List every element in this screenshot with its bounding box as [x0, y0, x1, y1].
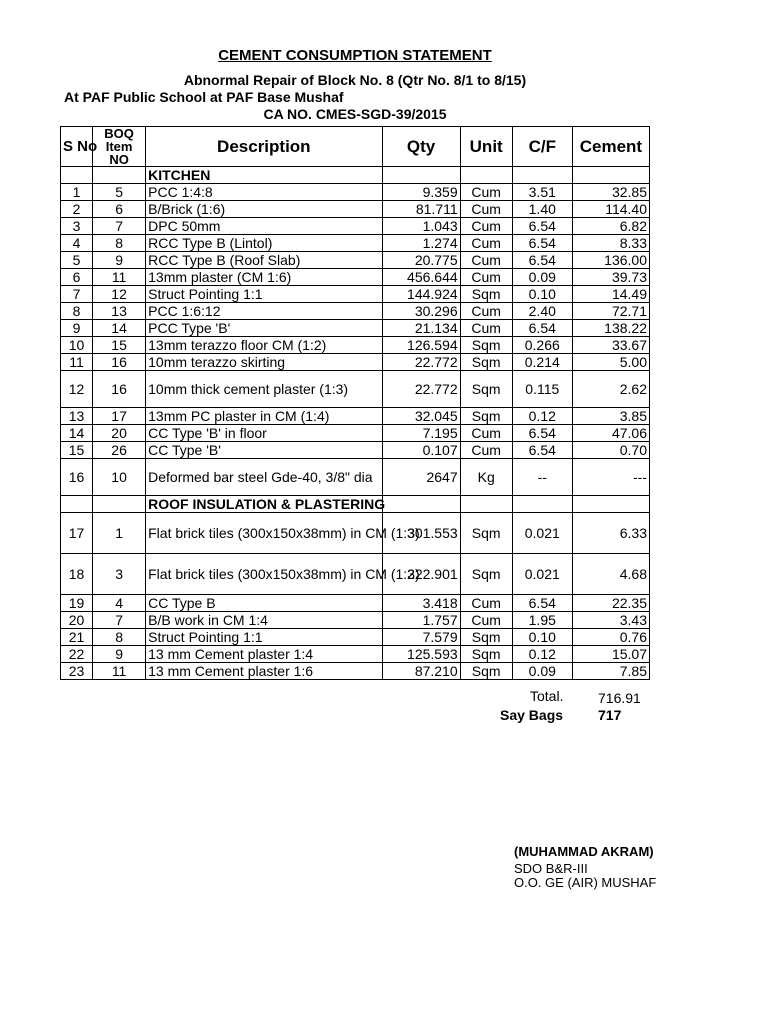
cell-description: Struct Pointing 1:1 [146, 629, 382, 646]
document-title: CEMENT CONSUMPTION STATEMENT [218, 47, 492, 64]
total-label: Total. [530, 688, 564, 704]
cell-cf: 6.54 [512, 252, 572, 269]
cell-description: 13 mm Cement plaster 1:4 [146, 646, 382, 663]
table-row [61, 513, 650, 554]
cell-description: CC Type 'B' [146, 442, 382, 459]
cell-cf: 0.10 [512, 286, 572, 303]
table-row [61, 371, 650, 408]
header-qty: Qty [382, 127, 460, 167]
cell-qty: 125.593 [382, 646, 460, 663]
cell-cf: 0.09 [512, 269, 572, 286]
cell-description: 13mm PC plaster in CM (1:4) [146, 408, 382, 425]
cell-unit: Sqm [460, 337, 512, 354]
cell-cf: 0.021 [512, 554, 572, 595]
cell-cf: 0.021 [512, 513, 572, 554]
cell-unit: Cum [460, 184, 512, 201]
section-row-kitchen [61, 167, 650, 184]
table-row [61, 595, 650, 612]
cell-cement: 114.40 [572, 201, 649, 218]
cell-unit: Cum [460, 425, 512, 442]
cell-qty: 7.579 [382, 629, 460, 646]
cell-qty: 144.924 [382, 286, 460, 303]
cell-cement: 39.73 [572, 269, 649, 286]
cell-boq: 14 [93, 320, 146, 337]
cell-boq: 15 [93, 337, 146, 354]
cell-cement: 33.67 [572, 337, 649, 354]
table-row [61, 320, 650, 337]
cell-cf: 6.54 [512, 218, 572, 235]
cell-cf: 0.214 [512, 354, 572, 371]
cell-cf: 0.09 [512, 663, 572, 680]
cell-description: PCC Type 'B' [146, 320, 382, 337]
cell-boq: 1 [93, 513, 146, 554]
cell-s-no: 3 [61, 218, 93, 235]
cell-boq: 9 [93, 252, 146, 269]
cell-s-no: 21 [61, 629, 93, 646]
cell-cement: 15.07 [572, 646, 649, 663]
cell-boq: 11 [93, 663, 146, 680]
cell-cf: 6.54 [512, 595, 572, 612]
table-row [61, 612, 650, 629]
cell-boq: 7 [93, 218, 146, 235]
cell-s-no: 17 [61, 513, 93, 554]
cell-cement: --- [572, 459, 649, 496]
table-row [61, 303, 650, 320]
cell-s-no: 2 [61, 201, 93, 218]
cell-description: 13mm terazzo floor CM (1:2) [146, 337, 382, 354]
cell-boq: 10 [93, 459, 146, 496]
table-row [61, 442, 650, 459]
header-unit: Unit [460, 127, 512, 167]
table-row [61, 337, 650, 354]
cell-boq: 4 [93, 595, 146, 612]
cell-description: 13mm plaster (CM 1:6) [146, 269, 382, 286]
cell-s-no: 8 [61, 303, 93, 320]
cell-description: CC Type 'B' in floor [146, 425, 382, 442]
cell-s-no: 15 [61, 442, 93, 459]
table-row [61, 252, 650, 269]
cell-qty: 7.195 [382, 425, 460, 442]
cell-description: PCC 1:6:12 [146, 303, 382, 320]
cell-description: CC Type B [146, 595, 382, 612]
table-row [61, 201, 650, 218]
cell-cement: 4.68 [572, 554, 649, 595]
cell-unit: Cum [460, 201, 512, 218]
cell-cf: 2.40 [512, 303, 572, 320]
cell-s-no: 4 [61, 235, 93, 252]
cell-unit: Sqm [460, 554, 512, 595]
cell-description: Deformed bar steel Gde-40, 3/8" dia [146, 459, 382, 496]
cell-cf: 0.12 [512, 646, 572, 663]
cell-unit: Cum [460, 303, 512, 320]
cell-cf: 3.51 [512, 184, 572, 201]
cell-description: Struct Pointing 1:1 [146, 286, 382, 303]
cell-s-no: 5 [61, 252, 93, 269]
cell-qty: 0.107 [382, 442, 460, 459]
cell-cf: 0.10 [512, 629, 572, 646]
cell-qty: 2647 [382, 459, 460, 496]
cell-cf: 0.115 [512, 371, 572, 408]
cell-unit: Cum [460, 218, 512, 235]
table-row [61, 408, 650, 425]
cell-qty: 9.359 [382, 184, 460, 201]
cell-cf: 1.95 [512, 612, 572, 629]
cell-description: 10mm thick cement plaster (1:3) [146, 371, 382, 408]
cell-boq: 12 [93, 286, 146, 303]
cell-qty: 126.594 [382, 337, 460, 354]
cell-cement: 3.43 [572, 612, 649, 629]
table-row [61, 554, 650, 595]
table-row [61, 629, 650, 646]
header-cement: Cement [572, 127, 649, 167]
cell-boq: 3 [93, 554, 146, 595]
cell-qty: 21.134 [382, 320, 460, 337]
cell-description: B/B work in CM 1:4 [146, 612, 382, 629]
cell-unit: Sqm [460, 371, 512, 408]
cell-unit: Kg [460, 459, 512, 496]
cell-s-no: 12 [61, 371, 93, 408]
cell-cement: 6.33 [572, 513, 649, 554]
cell-qty: 22.772 [382, 354, 460, 371]
cell-description: Flat brick tiles (300x150x38mm) in CM (1:3) [146, 513, 382, 554]
cell-s-no: 16 [61, 459, 93, 496]
cell-qty: 87.210 [382, 663, 460, 680]
location-line: At PAF Public School at PAF Base Mushaf [64, 89, 344, 105]
cell-cement: 14.49 [572, 286, 649, 303]
cell-cf: 6.54 [512, 442, 572, 459]
cell-boq: 6 [93, 201, 146, 218]
cell-cement: 22.35 [572, 595, 649, 612]
cell-boq: 13 [93, 303, 146, 320]
cell-qty: 81.711 [382, 201, 460, 218]
total-value: 716.91 [598, 690, 641, 706]
header-row [61, 127, 650, 167]
cell-s-no: 14 [61, 425, 93, 442]
signatory-name: (MUHAMMAD AKRAM) [514, 844, 654, 859]
table-row [61, 235, 650, 252]
cell-cement: 3.85 [572, 408, 649, 425]
contract-number: CA NO. CMES-SGD-39/2015 [263, 106, 447, 122]
cell-s-no: 19 [61, 595, 93, 612]
header-boq-item: BOQ Item NO [93, 127, 146, 167]
table-row [61, 218, 650, 235]
cell-s-no: 11 [61, 354, 93, 371]
header-description: Description [146, 127, 382, 167]
cell-unit: Cum [460, 595, 512, 612]
cell-cf: 0.266 [512, 337, 572, 354]
cell-qty: 30.296 [382, 303, 460, 320]
cement-statement-table [60, 126, 650, 680]
table-row [61, 459, 650, 496]
cell-cement: 136.00 [572, 252, 649, 269]
cell-cement: 0.70 [572, 442, 649, 459]
cell-qty: 20.775 [382, 252, 460, 269]
cell-s-no: 1 [61, 184, 93, 201]
cell-unit: Sqm [460, 354, 512, 371]
cell-cf: 6.54 [512, 320, 572, 337]
cell-description: DPC 50mm [146, 218, 382, 235]
cell-qty: 22.772 [382, 371, 460, 408]
cell-s-no: 10 [61, 337, 93, 354]
cell-boq: 17 [93, 408, 146, 425]
cell-s-no: 13 [61, 408, 93, 425]
cell-qty: 3.418 [382, 595, 460, 612]
cell-s-no: 6 [61, 269, 93, 286]
signatory-office: O.O. GE (AIR) MUSHAF [514, 875, 657, 890]
cell-cement: 8.33 [572, 235, 649, 252]
cell-cf: 6.54 [512, 235, 572, 252]
cell-boq: 7 [93, 612, 146, 629]
cell-qty: 222.901 [382, 554, 460, 595]
cell-s-no: 20 [61, 612, 93, 629]
table-row [61, 663, 650, 680]
cell-qty: 456.644 [382, 269, 460, 286]
cell-unit: Cum [460, 235, 512, 252]
cell-cement: 7.85 [572, 663, 649, 680]
cell-cement: 2.62 [572, 371, 649, 408]
cell-cement: 5.00 [572, 354, 649, 371]
cell-unit: Sqm [460, 646, 512, 663]
cell-s-no: 23 [61, 663, 93, 680]
cell-description: RCC Type B (Roof Slab) [146, 252, 382, 269]
cell-description: 10mm terazzo skirting [146, 354, 382, 371]
cell-cement: 0.76 [572, 629, 649, 646]
cell-unit: Cum [460, 442, 512, 459]
cell-cement: 138.22 [572, 320, 649, 337]
header-cf: C/F [512, 127, 572, 167]
table-row [61, 354, 650, 371]
cell-qty: 1.757 [382, 612, 460, 629]
table-row [61, 269, 650, 286]
cell-boq: 11 [93, 269, 146, 286]
cell-qty: 1.043 [382, 218, 460, 235]
table-row [61, 184, 650, 201]
cell-qty: 1.274 [382, 235, 460, 252]
cell-unit: Cum [460, 269, 512, 286]
cell-unit: Cum [460, 252, 512, 269]
cell-cement: 72.71 [572, 303, 649, 320]
cell-cement: 6.82 [572, 218, 649, 235]
cell-boq: 16 [93, 354, 146, 371]
signatory-designation: SDO B&R-III [514, 861, 588, 876]
cell-cf: -- [512, 459, 572, 496]
header-s-no: S No [61, 127, 93, 167]
cell-cf: 6.54 [512, 425, 572, 442]
cell-unit: Cum [460, 320, 512, 337]
cell-s-no: 7 [61, 286, 93, 303]
cell-boq: 16 [93, 371, 146, 408]
cell-boq: 9 [93, 646, 146, 663]
cell-cement: 32.85 [572, 184, 649, 201]
cell-s-no: 22 [61, 646, 93, 663]
document-subtitle: Abnormal Repair of Block No. 8 (Qtr No. 8/1 to 8/15) [183, 72, 527, 88]
section-row-roof [61, 496, 650, 513]
cell-unit: Sqm [460, 408, 512, 425]
cell-boq: 20 [93, 425, 146, 442]
say-bags-label: Say Bags [500, 707, 564, 723]
cell-boq: 26 [93, 442, 146, 459]
section-title-kitchen: KITCHEN [146, 167, 382, 184]
table-row [61, 425, 650, 442]
section-title-roof: ROOF INSULATION & PLASTERING [146, 496, 382, 513]
cell-cf: 0.12 [512, 408, 572, 425]
cell-boq: 8 [93, 629, 146, 646]
cell-description: PCC 1:4:8 [146, 184, 382, 201]
table-row [61, 646, 650, 663]
cell-unit: Sqm [460, 663, 512, 680]
cell-description: B/Brick (1:6) [146, 201, 382, 218]
say-bags-value: 717 [598, 707, 622, 723]
cell-unit: Sqm [460, 629, 512, 646]
cell-qty: 301.553 [382, 513, 460, 554]
cell-boq: 8 [93, 235, 146, 252]
cell-cement: 47.06 [572, 425, 649, 442]
cell-boq: 5 [93, 184, 146, 201]
cell-s-no: 9 [61, 320, 93, 337]
cell-unit: Sqm [460, 513, 512, 554]
cell-description: RCC Type B (Lintol) [146, 235, 382, 252]
cell-s-no: 18 [61, 554, 93, 595]
cell-cf: 1.40 [512, 201, 572, 218]
cell-description: 13 mm Cement plaster 1:6 [146, 663, 382, 680]
table-row [61, 286, 650, 303]
cell-qty: 32.045 [382, 408, 460, 425]
cell-description: Flat brick tiles (300x150x38mm) in CM (1:3) [146, 554, 382, 595]
cell-unit: Sqm [460, 286, 512, 303]
cell-unit: Cum [460, 612, 512, 629]
